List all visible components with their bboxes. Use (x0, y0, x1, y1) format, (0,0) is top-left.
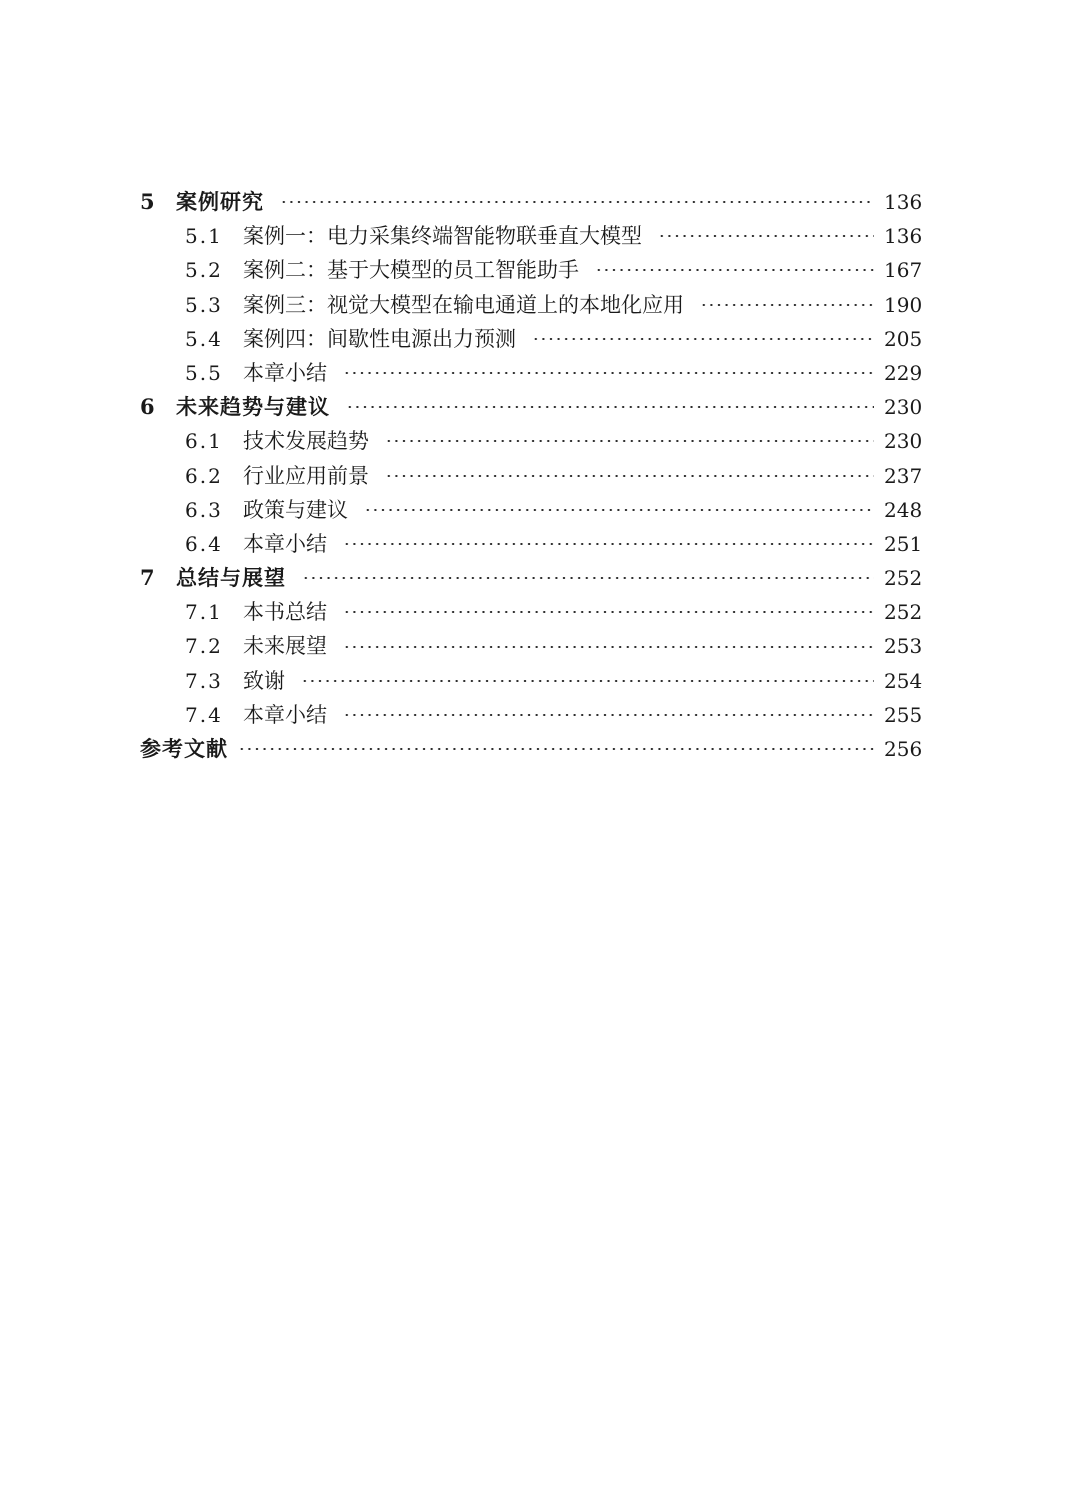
toc-section-6-1[interactable] (140, 424, 923, 458)
entry-page-number: 136 (884, 224, 923, 249)
entry-page-number: 256 (884, 737, 923, 761)
dot-leader (301, 680, 874, 682)
toc-chapter-5[interactable] (140, 185, 923, 219)
entry-page-number: 248 (884, 497, 923, 522)
entry-title: 致谢 (243, 668, 285, 693)
entry-title: 本书总结 (243, 600, 327, 625)
entry-page-number: 252 (884, 600, 923, 625)
toc-section-6-4[interactable] (140, 527, 923, 561)
dot-leader (343, 714, 874, 716)
toc-section-5-4[interactable] (140, 322, 923, 356)
dot-leader (343, 372, 874, 374)
entry-page-number: 167 (884, 258, 923, 283)
toc-section-7-3[interactable] (140, 664, 923, 698)
toc-section-5-3[interactable] (140, 288, 923, 322)
entry-number: 5.2 (185, 258, 223, 283)
entry-page-number: 230 (884, 395, 923, 420)
entry-number: 6.3 (185, 497, 223, 522)
dot-leader (364, 509, 874, 511)
entry-title: 参考文献 (140, 737, 228, 761)
entry-page-number: 136 (884, 190, 923, 214)
entry-title: 技术发展趋势 (243, 429, 369, 454)
entry-number: 7.4 (185, 702, 223, 727)
toc-chapter-6[interactable] (140, 390, 923, 424)
entry-number: 5.5 (185, 360, 223, 385)
entry-title: 行业应用前景 (243, 463, 369, 488)
entry-title: 案例研究 (176, 190, 264, 214)
entry-page-number: 251 (884, 531, 923, 556)
entry-title: 案例四：间歇性电源出力预测 (243, 326, 516, 351)
dot-leader (343, 646, 874, 648)
toc-section-6-2[interactable] (140, 459, 923, 493)
entry-number: 6.2 (185, 463, 223, 488)
entry-number: 7 (140, 565, 155, 591)
toc-section-5-1[interactable] (140, 219, 923, 253)
toc-section-6-3[interactable] (140, 493, 923, 527)
entry-title: 本章小结 (243, 360, 327, 385)
toc-section-7-1[interactable] (140, 595, 923, 629)
dot-leader (595, 269, 874, 271)
dot-leader (302, 577, 874, 579)
entry-title: 案例三：视觉大模型在输电通道上的本地化应用 (243, 292, 684, 317)
entry-number: 5.3 (185, 292, 223, 317)
dot-leader (343, 611, 874, 613)
entry-number: 7.3 (185, 668, 223, 693)
entry-title: 案例二：基于大模型的员工智能助手 (243, 258, 579, 283)
entry-number: 5 (140, 189, 155, 214)
dot-leader (658, 235, 874, 237)
entry-page-number: 229 (884, 360, 923, 385)
entry-title: 本章小结 (243, 531, 327, 556)
toc-section-5-5[interactable] (140, 356, 923, 390)
entry-page-number: 255 (884, 702, 923, 727)
entry-number: 6.4 (185, 531, 223, 556)
entry-page-number: 253 (884, 634, 923, 659)
toc-section-7-4[interactable] (140, 698, 923, 732)
toc-references[interactable] (140, 732, 923, 766)
entry-page-number: 230 (884, 429, 923, 454)
entry-page-number: 237 (884, 463, 923, 488)
entry-page-number: 254 (884, 668, 923, 693)
dot-leader (385, 475, 874, 477)
toc-section-5-2[interactable] (140, 253, 923, 287)
entry-title: 政策与建议 (243, 497, 348, 522)
dot-leader (280, 201, 874, 203)
entry-number: 7.1 (185, 600, 223, 625)
entry-number: 7.2 (185, 634, 223, 659)
entry-page-number: 205 (884, 326, 923, 351)
dot-leader (532, 338, 874, 340)
entry-page-number: 190 (884, 292, 923, 317)
entry-number: 5.1 (185, 224, 223, 249)
dot-leader (700, 304, 874, 306)
dot-leader (346, 406, 874, 408)
entry-number: 6 (140, 394, 155, 420)
entry-title: 未来展望 (243, 634, 327, 659)
entry-title: 未来趋势与建议 (176, 395, 330, 420)
dot-leader (343, 543, 874, 545)
entry-title: 案例一：电力采集终端智能物联垂直大模型 (243, 224, 642, 249)
entry-title: 本章小结 (243, 702, 327, 727)
entry-title: 总结与展望 (176, 566, 286, 591)
toc-section-7-2[interactable] (140, 629, 923, 663)
entry-number: 5.4 (185, 326, 223, 351)
dot-leader (238, 748, 874, 750)
entry-page-number: 252 (884, 566, 923, 591)
dot-leader (385, 440, 874, 442)
entry-number: 6.1 (185, 429, 223, 454)
toc-chapter-7[interactable] (140, 561, 923, 595)
table-of-contents (140, 185, 923, 766)
